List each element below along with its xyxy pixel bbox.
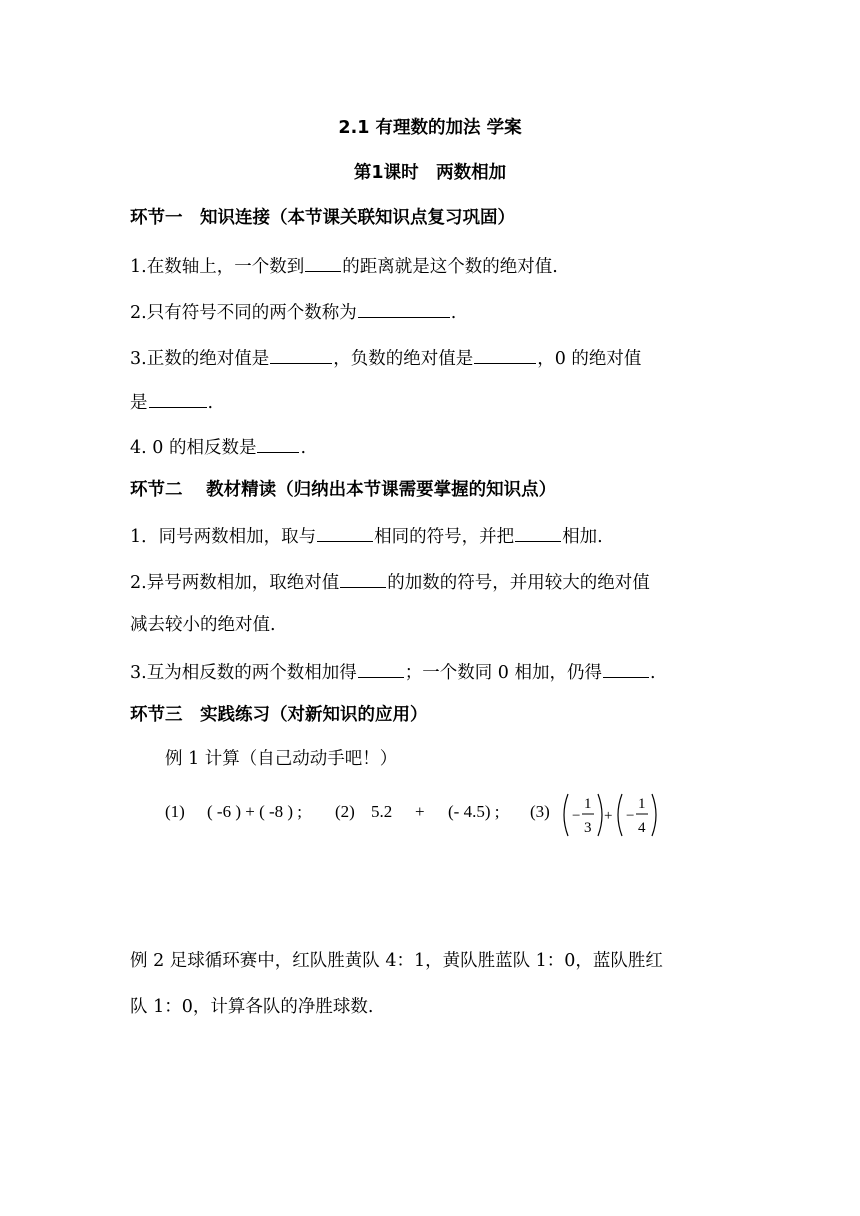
s1-question-3-cont	[130, 389, 213, 415]
left-paren-icon	[618, 794, 622, 836]
answer-blank[interactable]	[474, 345, 536, 364]
page-subtitle: 第1课时 两数相加	[353, 163, 507, 183]
fraction-operator: +	[604, 808, 613, 824]
s2-q1-text-c: 相加.	[562, 527, 603, 547]
s1-question-2	[130, 299, 456, 325]
answer-blank[interactable]	[515, 523, 561, 542]
s2-question-2	[130, 569, 650, 595]
problem-2-operator: +	[415, 802, 425, 821]
s1-question-3	[130, 345, 641, 371]
answer-blank[interactable]	[603, 659, 649, 678]
s1-q2-text-b: .	[450, 303, 457, 323]
example2-line-2: 队 1：0，计算各队的净胜球数.	[130, 997, 374, 1017]
section2-heading: 环节二 教材精读（归纳出本节课需要掌握的知识点）	[130, 480, 557, 500]
answer-blank[interactable]	[270, 345, 332, 364]
frac2-denominator: 4	[638, 820, 646, 836]
s1-q3-text-c: ，0 的绝对值	[537, 349, 642, 369]
s2-q1-text-b: 相同的符号，并把	[374, 527, 515, 547]
s1-q3-text-e: .	[207, 393, 214, 413]
right-paren-icon	[652, 794, 656, 836]
example1-title: 例 1 计算（自己动动手吧！）	[165, 749, 398, 769]
s2-question-3	[130, 659, 656, 685]
s1-q1-text-b: 的距离就是这个数的绝对值.	[342, 257, 558, 277]
frac2-numerator: 1	[638, 796, 646, 812]
s2-q2-text-a: 2.异号两数相加，取绝对值	[130, 573, 340, 593]
section1-heading: 环节一 知识连接（本节课关联知识点复习巩固）	[130, 208, 515, 228]
s2-q2-text-b: 的加数的符号，并用较大的绝对值	[387, 573, 650, 593]
answer-blank[interactable]	[257, 434, 299, 453]
problem-1-label: (1)	[165, 802, 185, 821]
frac2-sign: −	[626, 808, 635, 824]
problem-3-label: (3)	[530, 802, 550, 821]
frac1-numerator: 1	[584, 796, 592, 812]
answer-blank[interactable]	[358, 659, 404, 678]
s1-q3-text-a: 3.正数的绝对值是	[130, 349, 270, 369]
problem-3-fraction-expression	[560, 790, 670, 840]
s1-q4-text-b: .	[300, 438, 307, 458]
problem-2-operand-a: 5.2	[371, 802, 393, 821]
problem-2-operand-b: (- 4.5) ;	[448, 802, 500, 821]
s1-question-1	[130, 253, 558, 279]
s2-q3-text-c: .	[649, 663, 656, 683]
s2-question-1	[130, 523, 603, 549]
s2-q3-text-b: ；一个数同 0 相加，仍得	[404, 663, 602, 683]
left-paren-icon	[564, 794, 568, 836]
s2-q3-text-a: 3.互为相反数的两个数相加得	[130, 663, 357, 683]
frac1-sign: −	[572, 808, 581, 824]
answer-blank[interactable]	[340, 569, 386, 588]
example2-line-1: 例 2 足球循环赛中，红队胜黄队 4：1，黄队胜蓝队 1：0，蓝队胜红	[130, 951, 663, 971]
s2-question-2-cont: 减去较小的绝对值.	[130, 615, 276, 635]
s1-q3-text-b: ，负数的绝对值是	[333, 349, 474, 369]
problem-1-expression: ( -6 ) + ( -8 ) ;	[207, 802, 303, 821]
answer-blank[interactable]	[305, 253, 341, 272]
s1-question-4	[130, 434, 306, 460]
section3-heading: 环节三 实践练习（对新知识的应用）	[130, 705, 428, 725]
frac1-denominator: 3	[584, 820, 592, 836]
s1-q4-text-a: 4. 0 的相反数是	[130, 438, 257, 458]
answer-blank[interactable]	[317, 523, 373, 542]
s1-q3-text-d: 是	[130, 393, 148, 413]
s1-q2-text-a: 2.只有符号不同的两个数称为	[130, 303, 357, 323]
s2-q1-text-a: 1．同号两数相加，取与	[130, 527, 317, 547]
right-paren-icon	[598, 794, 602, 836]
problem-2-label: (2)	[335, 802, 355, 821]
answer-blank[interactable]	[149, 389, 207, 408]
answer-blank[interactable]	[358, 299, 450, 318]
page-title: 2.1 有理数的加法 学案	[338, 118, 522, 138]
s1-q1-text-a: 1.在数轴上，一个数到	[130, 257, 305, 277]
